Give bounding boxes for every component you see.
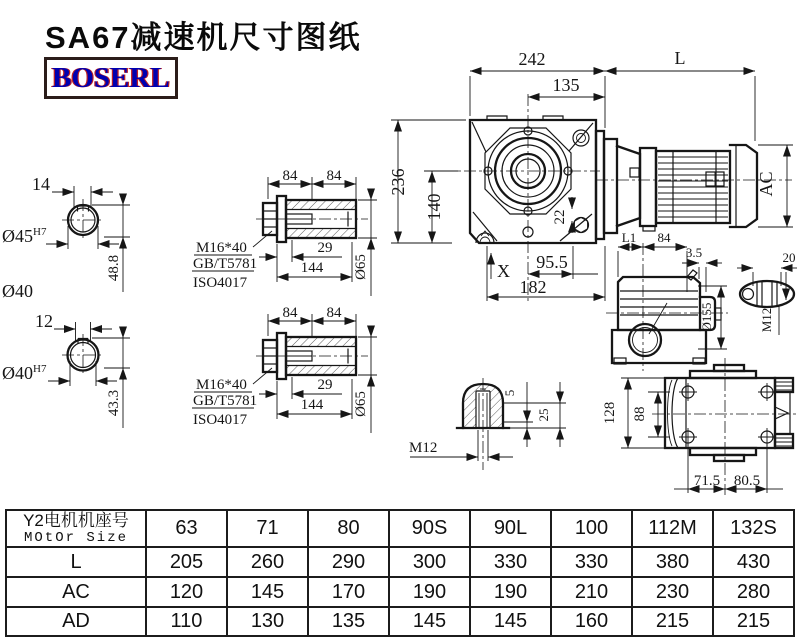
- shaft-cross-section-bottom: [2, 311, 130, 428]
- table-row: [6, 577, 794, 607]
- cell: 210: [551, 577, 632, 607]
- dim-22: 22: [552, 209, 568, 225]
- cell: 300: [389, 547, 470, 577]
- dim-bore-40: $Ø40^{H7}$: [2, 363, 47, 383]
- side-view: [606, 230, 728, 371]
- dim-84-left: 84: [282, 168, 298, 184]
- svg-text:84: 84: [282, 305, 298, 321]
- key-end-detail: [737, 250, 797, 335]
- dim-M12-tip: M12: [409, 440, 438, 456]
- col-header: 90L: [470, 510, 551, 547]
- svg-text:84: 84: [326, 305, 342, 321]
- dim-L: L: [674, 48, 686, 68]
- table-header-motor-size: Y2电机机座号 MOtOr Size: [6, 510, 146, 547]
- col-header: 80: [308, 510, 389, 547]
- dim-29: 29: [317, 240, 333, 256]
- table-row: [6, 607, 794, 636]
- dim-140: 140: [424, 193, 444, 221]
- dim-242: 242: [518, 49, 546, 69]
- label-shaft-dia-40: Ø40: [2, 281, 33, 301]
- brand-logo-text: BOSERL: [52, 62, 170, 94]
- dim-dia-155: Ø155: [699, 302, 714, 332]
- cell: 215: [632, 607, 713, 636]
- cell: 130: [227, 607, 308, 636]
- dim-128: 128: [602, 401, 618, 425]
- shaft-tip-detail: [409, 378, 566, 470]
- front-view: [388, 48, 793, 302]
- cell: 110: [146, 607, 227, 636]
- page-title: SA67减速机尺寸图纸: [45, 20, 362, 55]
- dim-depth-48-8: 48.8: [106, 254, 122, 282]
- svg-text:Ø65: Ø65: [353, 391, 369, 417]
- dim-keyway-14: 14: [32, 174, 50, 194]
- col-header: 71: [227, 510, 308, 547]
- dim-182: 182: [519, 277, 547, 297]
- dim-135: 135: [552, 75, 580, 95]
- cell: 145: [470, 607, 551, 636]
- cell: 190: [470, 577, 551, 607]
- cell: 330: [470, 547, 551, 577]
- dim-AC: AC: [756, 171, 776, 197]
- svg-text:29: 29: [317, 377, 333, 393]
- dim-depth-43-3: 43.3: [106, 389, 122, 417]
- dim-71-5: 71.5: [693, 473, 721, 489]
- row-label: AD: [6, 607, 146, 636]
- dim-L1: L1: [621, 230, 637, 245]
- dim-dia-65: Ø65: [353, 254, 369, 280]
- dim-84-right: 84: [326, 168, 342, 184]
- col-header: 90S: [389, 510, 470, 547]
- col-header: 112M: [632, 510, 713, 547]
- row-label: AC: [6, 577, 146, 607]
- dim-84-side: 84: [657, 230, 671, 245]
- col-header: 100: [551, 510, 632, 547]
- cell: 290: [308, 547, 389, 577]
- cell: 330: [551, 547, 632, 577]
- dim-144: 144: [300, 260, 324, 276]
- label-std-gb: GB/T5781: [193, 256, 258, 272]
- col-header: 63: [146, 510, 227, 547]
- bottom-view: [602, 358, 798, 495]
- label-x-mark: X: [497, 261, 510, 281]
- hollow-shaft-section-view-1: [192, 168, 377, 296]
- dim-20: 20: [782, 250, 796, 265]
- label-std-iso: ISO4017: [193, 275, 248, 291]
- dim-keyway-12: 12: [35, 311, 53, 331]
- cell: 190: [389, 577, 470, 607]
- cell: 205: [146, 547, 227, 577]
- dim-236: 236: [388, 168, 408, 196]
- cell: 170: [308, 577, 389, 607]
- dim-bore-45: $Ø45^{H7}$: [2, 226, 47, 246]
- dim-95-5: 95.5: [536, 252, 568, 272]
- cell: 230: [632, 577, 713, 607]
- label-bolt-spec: M16*40: [196, 240, 247, 256]
- svg-text:M16*40: M16*40: [196, 377, 247, 393]
- table-row: [6, 547, 794, 577]
- cell: 145: [227, 577, 308, 607]
- cell: 120: [146, 577, 227, 607]
- motor-size-table: [5, 509, 795, 637]
- svg-text:GB/T5781: GB/T5781: [193, 393, 258, 409]
- svg-text:ISO4017: ISO4017: [193, 412, 248, 428]
- dim-M12-keyend: M12: [759, 307, 774, 333]
- cell: 430: [713, 547, 794, 577]
- dim-88: 88: [632, 406, 648, 422]
- hollow-shaft-section-view-2: [192, 305, 377, 433]
- dim-5: 5: [502, 389, 517, 397]
- shaft-cross-section-top: [2, 174, 130, 292]
- dim-25: 25: [536, 408, 551, 422]
- cell: 145: [389, 607, 470, 636]
- col-header: 132S: [713, 510, 794, 547]
- cell: 215: [713, 607, 794, 636]
- row-label: L: [6, 547, 146, 577]
- cell: 160: [551, 607, 632, 636]
- svg-text:144: 144: [300, 397, 324, 413]
- dim-80-5: 80.5: [733, 473, 761, 489]
- cell: 260: [227, 547, 308, 577]
- dim-3-5: 3.5: [685, 245, 703, 260]
- cell: 380: [632, 547, 713, 577]
- cell: 135: [308, 607, 389, 636]
- cell: 280: [713, 577, 794, 607]
